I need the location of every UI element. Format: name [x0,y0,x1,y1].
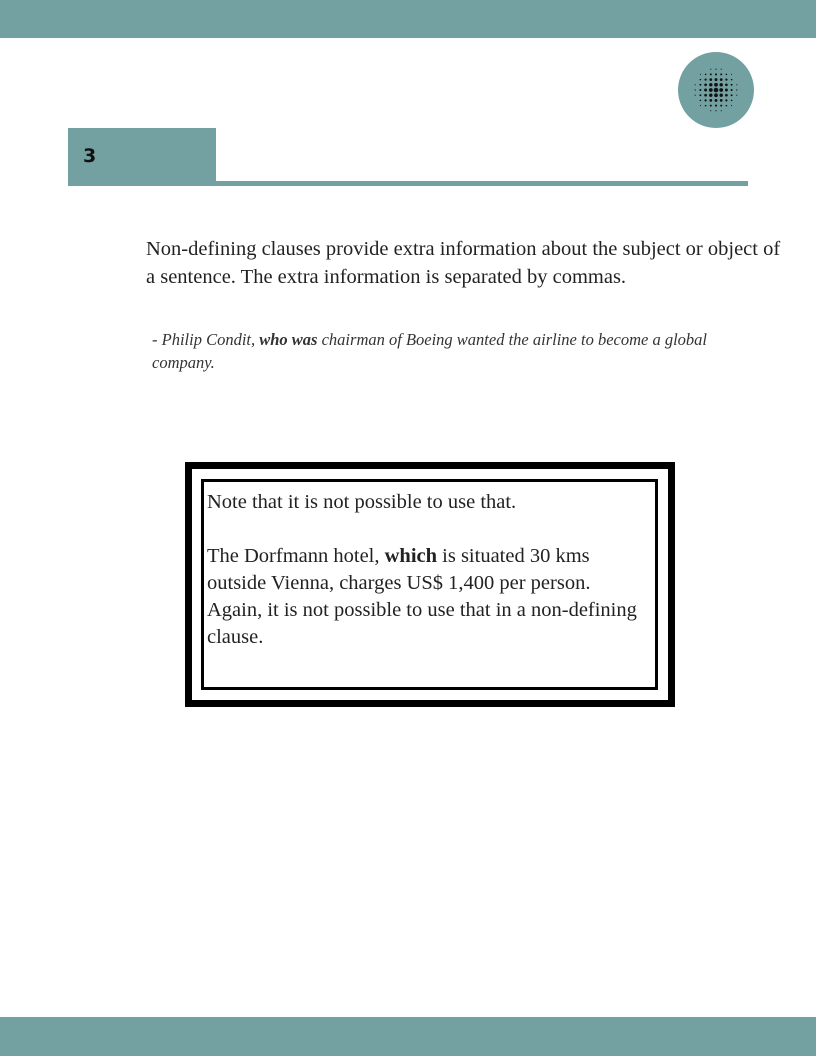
logo-dot [731,79,733,81]
note-example-emphasis: which [384,545,438,567]
logo-dot [700,79,702,81]
logo-dot [709,83,712,86]
logo-dot [715,73,717,75]
logo-dot [710,69,711,70]
logo-dot [700,105,701,106]
logo-dot [705,74,707,76]
logo-dot [720,73,722,75]
dotted-sphere-icon [678,52,754,128]
logo-dot [710,110,711,111]
logo-dot [695,95,696,96]
logo-dot [720,105,722,107]
logo-dot [710,105,712,107]
logo-dot [699,89,701,91]
logo-dot [704,99,706,101]
logo-dot [714,88,719,93]
logo-dot [725,99,727,101]
logo-dot [715,69,716,70]
logo-dot [731,74,732,75]
logo-dot [725,94,728,97]
logo-dot [719,83,722,86]
header-rule [216,181,748,186]
logo-dot [709,88,713,92]
footer-band [0,1017,816,1056]
logo-dot [704,78,706,80]
note-example-after: is situated 30 kms outside Vienna, charges US$ 1,400 per person. Again, it is not possible to use that in a non-defining clause. [207,545,637,648]
logo-dot [709,78,712,81]
intro-paragraph: Non-defining clauses provide extra information about the subject or object of a sentence. The extra information is separated by commas. [146,238,781,288]
logo-dot [725,78,727,80]
logo-dot [731,84,733,86]
logo-dot [714,93,718,97]
logo-dot [699,84,701,86]
logo-dot [704,83,707,86]
logo-dot [709,93,712,96]
logo-dot [715,110,716,111]
note-box-text [207,489,647,651]
logo-dot [719,93,722,96]
page-number: 3 [83,145,97,167]
logo-dot [725,89,728,92]
logo-dot [700,100,702,102]
note-line: Note that it is not possible to use that. [207,491,517,513]
logo-dot [700,74,701,75]
example-text-before: - Philip Condit, [152,330,260,349]
logo-dot [726,105,728,107]
logo-dot [725,83,728,86]
logo-dot [719,88,723,92]
logo-dot [721,69,722,70]
logo-dot [715,78,718,81]
example-sentence [152,328,752,374]
logo-dot [736,84,737,85]
logo-badge [678,52,754,128]
logo-dot [715,105,717,107]
example-text-after: chairman of Boeing wanted the airline to become a global company. [152,330,708,372]
logo-dot [736,89,737,90]
logo-dot [736,95,737,96]
logo-dot [720,99,723,102]
logo-dot [710,73,712,75]
logo-dot [695,89,696,90]
logo-dot [705,105,707,107]
logo-dot [720,78,723,81]
logo-dot [731,105,732,106]
logo-dot [704,89,707,92]
logo-dot [709,99,712,102]
logo-dot [715,99,718,102]
logo-dot [699,94,701,96]
logo-dot [714,83,718,87]
logo-dot [731,94,733,96]
logo-dot [731,89,733,91]
logo-dot [721,110,722,111]
example-emphasis: who was [259,330,318,349]
logo-dot [731,100,733,102]
logo-dot [704,94,707,97]
logo-dot [695,84,696,85]
header-band [0,0,816,38]
logo-dot [726,74,728,76]
note-example-before: The Dorfmann hotel, [207,545,385,567]
